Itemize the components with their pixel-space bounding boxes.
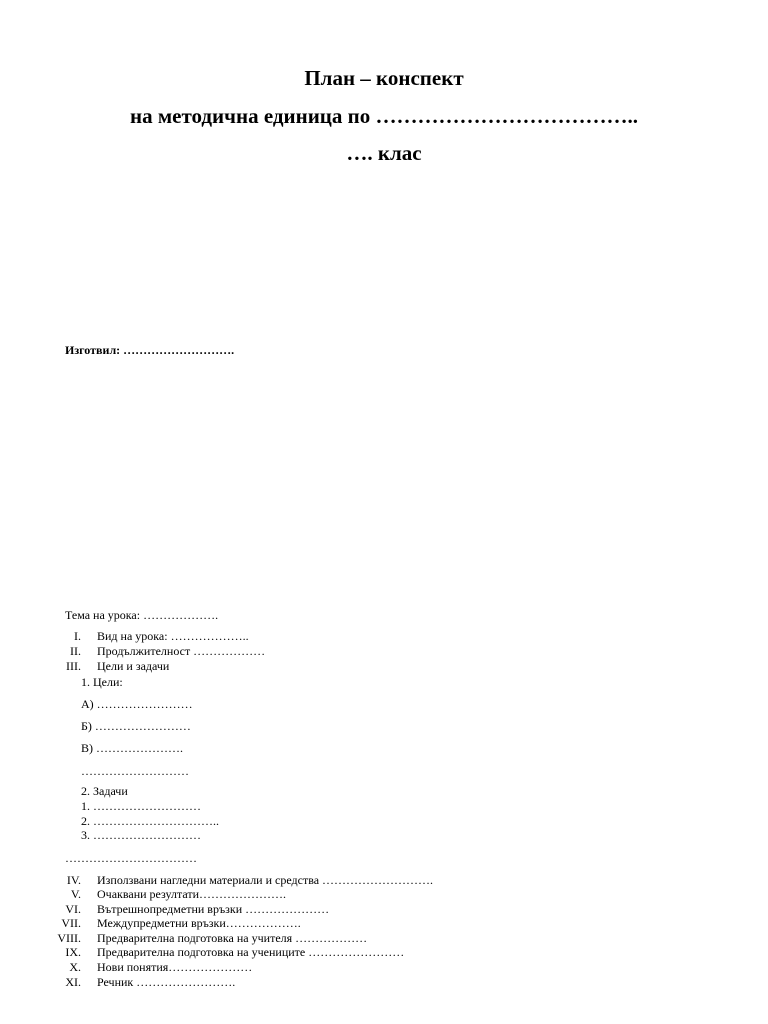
section-number-3: III. <box>66 659 81 673</box>
section-number-6: VI. <box>65 902 81 916</box>
section-text-2: Продължителност ……………… <box>97 644 266 658</box>
section-text-3: Цели и задачи <box>97 659 170 673</box>
task-1: 1. ……………………… <box>81 799 201 813</box>
title-line-3: …. клас <box>346 141 422 165</box>
section-number-10: X. <box>69 960 81 974</box>
section-text-7: Междупредметни връзки………………. <box>97 916 301 930</box>
section-number-11: XI. <box>65 975 81 989</box>
section-number-5: V. <box>70 887 81 901</box>
task-3: 3. ……………………… <box>81 828 201 842</box>
section-text-5: Очаквани резултати…………………. <box>97 887 287 901</box>
separator-dots: …………………………… <box>65 851 197 865</box>
title-line-1: План – конспект <box>304 66 464 90</box>
goal-a: А) …………………… <box>81 697 193 711</box>
section-text-8: Предварителна подготовка на учителя ……………… <box>97 931 368 945</box>
section-text-6: Вътрешнопредметни връзки ………………… <box>97 902 330 916</box>
section-number-8: VIII. <box>57 931 81 945</box>
section-number-4: IV. <box>66 873 81 887</box>
goals-heading: 1. Цели: <box>81 675 123 689</box>
section-number-1: I. <box>74 629 81 643</box>
goal-b: Б) …………………… <box>81 719 191 733</box>
section-number-2: II. <box>70 644 81 658</box>
section-text-4: Използвани нагледни материали и средства ………………………. <box>97 873 434 887</box>
tasks-heading: 2. Задачи <box>81 784 128 798</box>
title-line-2: на методична единица по ……………………………….. <box>130 104 638 128</box>
section-number-7: VII. <box>61 916 81 930</box>
section-text-10: Нови понятия………………… <box>97 960 253 974</box>
section-number-9: IX. <box>65 945 81 959</box>
author-field: Изготвил: ………………………. <box>65 343 235 357</box>
goal-c: В) …………………. <box>81 741 183 755</box>
section-text-1: Вид на урока: ……………….. <box>97 629 249 643</box>
task-2: 2. ………………………….. <box>81 814 219 828</box>
goal-extra-dots: ……………………… <box>81 764 189 778</box>
section-text-11: Речник ……………………. <box>97 975 236 989</box>
section-text-9: Предварителна подготовка на учениците …………………… <box>97 945 405 959</box>
lesson-topic: Тема на урока: ………………. <box>65 608 219 622</box>
